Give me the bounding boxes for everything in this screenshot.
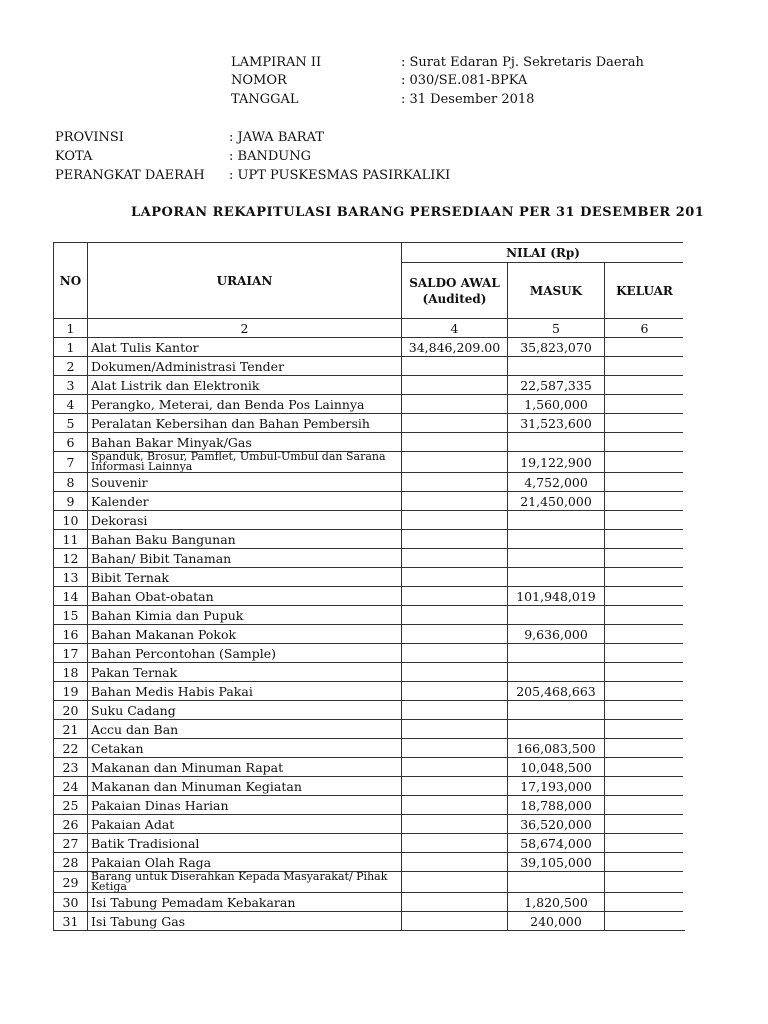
row-saldo-awal [402,549,508,568]
row-no: 1 [54,338,88,357]
table-row [54,872,685,893]
row-uraian: Alat Tulis Kantor [88,338,402,357]
lampiran-value: : Surat Edaran Pj. Sekretaris Daerah [401,55,644,70]
row-uraian: Bahan Percontohan (Sample) [88,644,402,663]
row-uraian: Bahan Baku Bangunan [88,530,402,549]
row-saldo-awal [402,625,508,644]
row-saldo-awal [402,663,508,682]
row-keluar [605,893,685,912]
table-row [54,568,685,587]
row-uraian: Bahan Medis Habis Pakai [88,682,402,701]
row-saldo-awal [402,758,508,777]
row-uraian: Alat Listrik dan Elektronik [88,376,402,395]
row-keluar [605,492,685,511]
row-keluar [605,549,685,568]
row-saldo-awal [402,606,508,625]
col-uraian-header: URAIAN [88,243,402,319]
table-row [54,511,685,530]
row-keluar [605,777,685,796]
row-masuk: 21,450,000 [508,492,605,511]
row-masuk [508,511,605,530]
row-uraian: Dekorasi [88,511,402,530]
perangkat-value: : UPT PUSKESMAS PASIRKALIKI [229,168,451,183]
row-masuk [508,357,605,376]
row-uraian: Bahan/ Bibit Tanaman [88,549,402,568]
row-masuk: 35,823,070 [508,338,605,357]
table-row [54,739,685,758]
row-masuk [508,663,605,682]
row-masuk: 166,083,500 [508,739,605,758]
row-masuk: 9,636,000 [508,625,605,644]
row-keluar [605,758,685,777]
row-no: 19 [54,682,88,701]
provinsi-value: : JAWA BARAT [229,130,324,145]
perangkat-label: PERANGKAT DAERAH [55,168,205,183]
row-keluar [605,815,685,834]
row-masuk [508,568,605,587]
row-saldo-awal [402,492,508,511]
row-uraian: Souvenir [88,473,402,492]
index-row [54,319,685,338]
row-no: 30 [54,893,88,912]
row-no: 31 [54,912,88,931]
row-no: 6 [54,433,88,452]
row-no: 11 [54,530,88,549]
row-no: 10 [54,511,88,530]
row-saldo-awal [402,912,508,931]
table-row [54,492,685,511]
row-no: 7 [54,452,88,473]
row-masuk: 58,674,000 [508,834,605,853]
row-saldo-awal [402,433,508,452]
table-row [54,682,685,701]
row-masuk [508,606,605,625]
table-row [54,395,685,414]
row-no: 28 [54,853,88,872]
row-masuk [508,872,605,893]
row-saldo-awal [402,414,508,433]
table-row [54,452,685,473]
row-uraian: Makanan dan Minuman Kegiatan [88,777,402,796]
row-keluar [605,433,685,452]
kota-value: : BANDUNG [229,149,311,164]
row-masuk [508,530,605,549]
row-saldo-awal [402,376,508,395]
row-masuk: 101,948,019 [508,587,605,606]
row-uraian: Makanan dan Minuman Rapat [88,758,402,777]
row-keluar [605,701,685,720]
row-saldo-awal [402,395,508,414]
row-masuk [508,549,605,568]
row-uraian: Pakan Ternak [88,663,402,682]
table-row [54,796,685,815]
row-saldo-awal [402,777,508,796]
row-keluar [605,912,685,931]
table-row [54,587,685,606]
table-row [54,357,685,376]
table-row [54,549,685,568]
table-row [54,912,685,931]
row-keluar [605,644,685,663]
table-row [54,777,685,796]
row-masuk [508,433,605,452]
tanggal-value: : 31 Desember 2018 [401,92,535,107]
table-row [54,644,685,663]
row-no: 29 [54,872,88,893]
row-keluar [605,796,685,815]
index-cell: 5 [508,319,605,338]
col-saldo-label: SALDO AWAL [409,275,500,290]
row-saldo-awal [402,720,508,739]
report-title: LAPORAN REKAPITULASI BARANG PERSEDIAAN PER 31 DESEMBER 201 [131,205,705,220]
kota-label: KOTA [55,149,93,164]
table-row [54,606,685,625]
row-saldo-awal [402,473,508,492]
row-keluar [605,587,685,606]
row-saldo-awal [402,796,508,815]
row-uraian: Bahan Bakar Minyak/Gas [88,433,402,452]
row-no: 15 [54,606,88,625]
row-keluar [605,568,685,587]
row-masuk: 18,788,000 [508,796,605,815]
row-keluar [605,338,685,357]
row-uraian: Spanduk, Brosur, Pamflet, Umbul-Umbul dan Sarana Informasi Lainnya [88,452,402,473]
row-uraian: Bahan Makanan Pokok [88,625,402,644]
table-row [54,625,685,644]
table-row [54,338,685,357]
row-saldo-awal [402,357,508,376]
row-no: 16 [54,625,88,644]
row-no: 17 [54,644,88,663]
row-masuk [508,701,605,720]
row-saldo-awal [402,568,508,587]
col-nilai-header: NILAI (Rp) [402,243,685,263]
row-uraian: Suku Cadang [88,701,402,720]
row-keluar [605,530,685,549]
table-row [54,433,685,452]
row-saldo-awal [402,511,508,530]
row-masuk: 240,000 [508,912,605,931]
row-masuk: 19,122,900 [508,452,605,473]
row-no: 14 [54,587,88,606]
row-keluar [605,395,685,414]
col-no-header: NO [54,243,88,319]
row-masuk: 36,520,000 [508,815,605,834]
row-saldo-awal [402,452,508,473]
row-uraian: Pakaian Dinas Harian [88,796,402,815]
table-row [54,815,685,834]
row-masuk: 1,820,500 [508,893,605,912]
row-masuk [508,720,605,739]
row-saldo-awal [402,815,508,834]
row-no: 3 [54,376,88,395]
row-no: 20 [54,701,88,720]
row-saldo-awal [402,739,508,758]
col-masuk-header: MASUK [508,263,605,319]
row-no: 2 [54,357,88,376]
row-no: 27 [54,834,88,853]
row-keluar [605,739,685,758]
index-cell: 1 [54,319,88,338]
index-cell: 4 [402,319,508,338]
row-uraian: Isi Tabung Pemadam Kebakaran [88,893,402,912]
row-keluar [605,606,685,625]
row-keluar [605,625,685,644]
row-uraian: Peralatan Kebersihan dan Bahan Pembersih [88,414,402,433]
nomor-label: NOMOR [231,73,287,88]
row-uraian: Barang untuk Diserahkan Kepada Masyarakat/ Pihak Ketiga [88,872,402,893]
col-saldo-header [402,263,508,319]
row-saldo-awal [402,701,508,720]
row-saldo-awal [402,530,508,549]
row-saldo-awal [402,853,508,872]
row-uraian: Dokumen/Administrasi Tender [88,357,402,376]
row-saldo-awal [402,682,508,701]
row-keluar [605,720,685,739]
row-keluar [605,853,685,872]
row-masuk: 10,048,500 [508,758,605,777]
col-keluar-header: KELUAR [605,263,685,319]
provinsi-label: PROVINSI [55,130,124,145]
row-saldo-awal [402,893,508,912]
table-row [54,834,685,853]
table-row [54,376,685,395]
row-uraian: Bahan Kimia dan Pupuk [88,606,402,625]
index-cell: 6 [605,319,685,338]
row-keluar [605,452,685,473]
row-keluar [605,376,685,395]
row-no: 18 [54,663,88,682]
row-no: 9 [54,492,88,511]
table-row [54,701,685,720]
row-saldo-awal [402,872,508,893]
row-saldo-awal [402,834,508,853]
row-masuk: 1,560,000 [508,395,605,414]
row-masuk: 39,105,000 [508,853,605,872]
row-uraian: Kalender [88,492,402,511]
row-keluar [605,663,685,682]
tanggal-label: TANGGAL [231,92,299,107]
table-row [54,758,685,777]
table-row [54,720,685,739]
lampiran-label: LAMPIRAN II [231,55,322,70]
row-keluar [605,511,685,530]
row-no: 23 [54,758,88,777]
row-uraian: Accu dan Ban [88,720,402,739]
row-keluar [605,682,685,701]
row-uraian: Pakaian Olah Raga [88,853,402,872]
row-keluar [605,872,685,893]
row-keluar [605,473,685,492]
index-cell: 2 [88,319,402,338]
row-keluar [605,357,685,376]
page-edge-mask [683,240,768,930]
row-uraian: Bibit Ternak [88,568,402,587]
table-row [54,893,685,912]
table-row [54,663,685,682]
row-uraian: Isi Tabung Gas [88,912,402,931]
row-no: 8 [54,473,88,492]
col-saldo-sub: (Audited) [422,291,487,306]
table-row [54,473,685,492]
row-uraian: Bahan Obat-obatan [88,587,402,606]
row-saldo-awal [402,587,508,606]
row-keluar [605,834,685,853]
row-no: 26 [54,815,88,834]
row-masuk: 22,587,335 [508,376,605,395]
table-row [54,530,685,549]
row-no: 4 [54,395,88,414]
inventory-table [53,242,685,931]
row-no: 5 [54,414,88,433]
row-keluar [605,414,685,433]
row-saldo-awal: 34,846,209.00 [402,338,508,357]
row-masuk: 4,752,000 [508,473,605,492]
row-no: 21 [54,720,88,739]
table-row [54,853,685,872]
row-uraian: Pakaian Adat [88,815,402,834]
row-no: 12 [54,549,88,568]
table-row [54,414,685,433]
row-uraian: Perangko, Meterai, dan Benda Pos Lainnya [88,395,402,414]
row-no: 13 [54,568,88,587]
row-masuk: 205,468,663 [508,682,605,701]
row-masuk: 31,523,600 [508,414,605,433]
row-no: 24 [54,777,88,796]
row-no: 22 [54,739,88,758]
row-uraian: Cetakan [88,739,402,758]
row-uraian: Batik Tradisional [88,834,402,853]
row-masuk: 17,193,000 [508,777,605,796]
row-no: 25 [54,796,88,815]
row-masuk [508,644,605,663]
nomor-value: : 030/SE.081-BPKA [401,73,528,88]
row-saldo-awal [402,644,508,663]
